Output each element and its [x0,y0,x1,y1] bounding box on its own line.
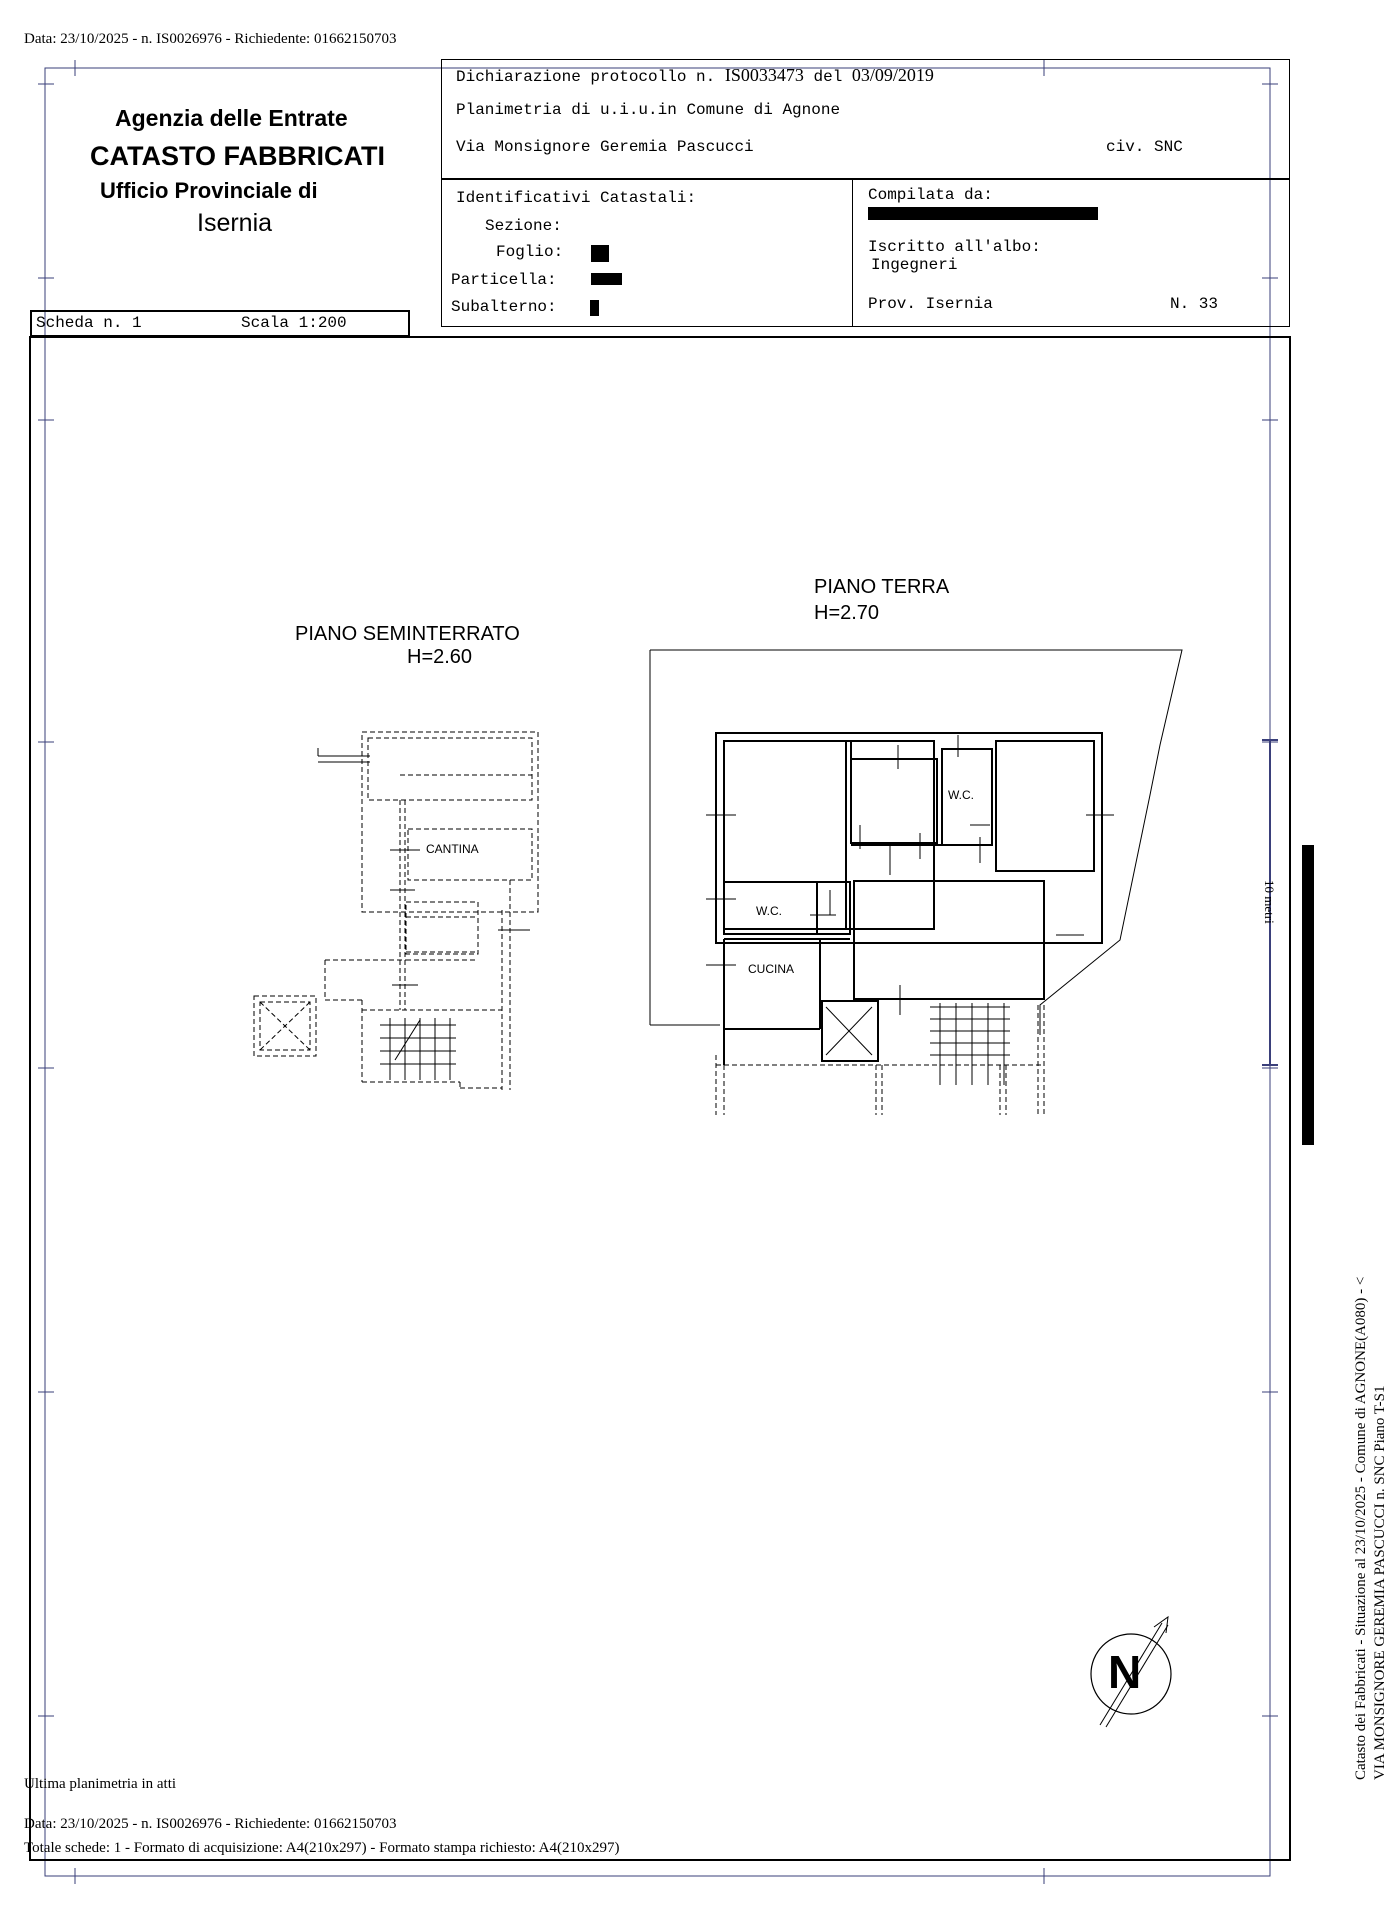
ultima-planimetria: Ultima planimetria in atti [24,1776,177,1792]
scheda-number: Scheda n. 1 [36,314,142,332]
particella-redaction [591,273,622,285]
terra-height: H=2.70 [814,602,880,624]
albo-value: Ingegneri [871,256,958,274]
scale-bar-label: 10 metri [1262,880,1277,924]
subalterno-label: Subalterno: [451,298,557,316]
room-cucina: CUCINA [748,962,795,976]
seminterrato-height: H=2.60 [407,646,473,668]
side-caption-line-2: VIA MONSIGNORE GEREMIA PASCUCCI n. SNC Piano T-S1 [1372,1385,1388,1780]
room-wc-1: W.C. [948,788,974,802]
side-caption [1352,1277,1390,1780]
side-redaction [1302,845,1314,1145]
civic-number: civ. SNC [1106,138,1183,156]
office-city: Isernia [197,209,273,237]
identifiers-title: Identificativi Catastali: [456,189,697,207]
terra-title: PIANO TERRA [814,576,950,598]
albo-label: Iscritto all'albo: [868,238,1041,256]
albo-number: N. 33 [1170,295,1219,313]
sezione-label: Sezione: [485,217,562,235]
room-cantina: CANTINA [426,842,479,856]
address-line: Via Monsignore Geremia Pascucci [456,138,754,156]
room-wc-2: W.C. [756,904,782,918]
protocol-line: Dichiarazione protocollo n. IS0033473 del 03/09/2019 [456,65,934,86]
seminterrato-plan [240,720,550,1100]
office-label: Ufficio Provinciale di [100,178,318,203]
subalterno-redaction [590,300,599,316]
scale-label: Scala 1:200 [241,314,347,332]
planimetria-line: Planimetria di u.i.u.in Comune di Agnone [456,101,841,119]
side-caption-line-1: Catasto dei Fabbricati - Situazione al 23/10/2025 - Comune di AGNONE(A080) - < [1353,1276,1369,1780]
foglio-label: Foglio: [496,243,564,261]
catasto-title: CATASTO FABBRICATI [90,141,385,171]
identifiers-divider [852,179,853,327]
north-label: N [1108,1646,1142,1698]
foglio-redaction [591,245,609,262]
particella-label: Particella: [451,271,557,289]
protocol-number: IS0033473 [724,65,804,85]
agency-name: Agenzia delle Entrate [115,105,348,131]
province-label: Prov. Isernia [868,295,993,313]
seminterrato-title: PIANO SEMINTERRATO [295,623,520,645]
compiler-redaction [868,207,1098,220]
compilata-label: Compilata da: [868,186,993,204]
terra-plan [640,645,1200,1125]
footer-totals: Totale schede: 1 - Formato di acquisizione: A4(210x297) - Formato stampa richiesto: A4(210x297) [24,1840,620,1856]
footer-request-line: Data: 23/10/2025 - n. IS0026976 - Richiedente: 01662150703 [24,1816,397,1832]
protocol-date: 03/09/2019 [851,65,934,85]
request-header: Data: 23/10/2025 - n. IS0026976 - Richiedente: 01662150703 [24,31,397,47]
